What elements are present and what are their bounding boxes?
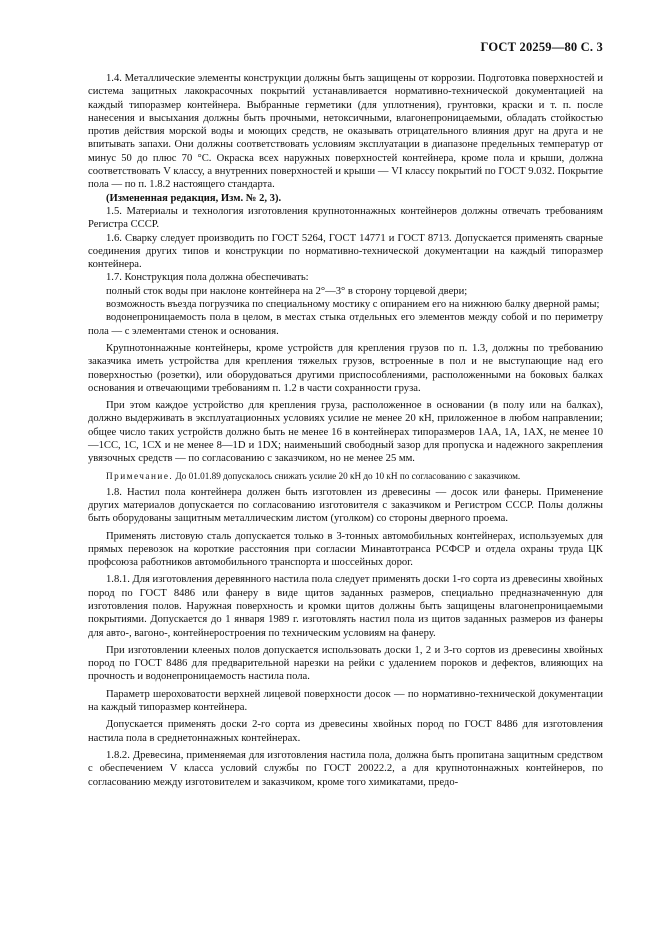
floor-requirement-waterproof: водонепроницаемость пола в целом, в местах стыка отдельных его элементов между собой и по периметру пола — с элементами стенок и основания. — [88, 312, 603, 337]
paragraph-1-5: 1.5. Материалы и технология изготовления крупнотоннажных контейнеров должны отвечать требованиям Регистра СССР. — [88, 205, 603, 231]
floor-requirement-loader: возможность въезда погрузчика по специальному мостику с опиранием его на нижнюю балку дверной рамы; — [106, 299, 600, 311]
paragraph-1-8: 1.8. Настил пола контейнера должен быть изготовлен из древесины — досок или фанеры. Применение других материалов допускается по согласованию изготовителя с заказчиком и Регистром СССР. Полы должны быть оборудованы защитным металлическим листом (уголком) со стороны дверного проема. — [88, 486, 603, 525]
paragraph-1-4: 1.4. Металлические элементы конструкции должны быть защищены от коррозии. Подготовка поверхностей и система защитных лакокрасочных покрытий устанавливается нормативно-технической документацией на каждый типоразмер контейнера. Выбранные герметики (для уплотнения), грунтовки, краски и т. п. после нанесения и высыхания должны быть прочными, нетоксичными, влагонепроницаемыми, обладать стойкостью против действия морской воды и моющих средств, не оказывать отрицательного влияния друг на друга и не впитывать запахи. Они должны соответствовать условиям эксплуатации в диапазоне предельных температур от минус 50 до плюс 70 °С. Окраска всех наружных поверхностей контейнера, кроме пола и крыши, должна соответствовать V классу, а внутренних поверхностей и крыши — VI классу покрытий по ГОСТ 9.032. Покрытие пола — по п. 1.8.2 настоящего стандарта. — [88, 73, 603, 191]
paragraph-1-6: 1.6. Сварку следует производить по ГОСТ 5264, ГОСТ 14771 и ГОСТ 8713. Допускается применять сварные соединения других типов и конструкции по нормативно-технической документации на каждый типоразмер контейнера. — [88, 232, 603, 271]
paragraph-1-8-2: 1.8.2. Древесина, применяемая для изготовления настила пола, должна быть пропитана защитным средством с обеспечением V класса условий службы по ГОСТ 20022.2, а для крупнотоннажных контейнеров, по согласованию между изготовителем и заказчиком, кроме того химикатами, предо- — [88, 749, 603, 788]
cargo-fastening-paragraph: Крупнотоннажные контейнеры, кроме устройств для крепления грузов по п. 1.3, должны по требованию заказчика иметь устройства для крепления тяжелых грузов, встроенные в пол и не выступающие над его поверхностью (розетки), или оборудоваться другими приспособлениями, расположенными на боковых балках основания и отвечающими требованиям п. 1.2 в части сохранности груза. — [88, 342, 603, 394]
floor-requirement-drainage: полный сток воды при наклоне контейнера на 2°—3° в сторону торцевой двери; — [106, 285, 468, 297]
document-body — [88, 72, 603, 789]
fastening-load-paragraph: При этом каждое устройство для крепления груза, расположенное в основании (в полу или на балках), должно выдерживать в эксплуатационных условиях усилие не менее 20 кН, приложенное в любом направлении; общее число таких устройств должно быть не менее 16 в контейнерах типоразмеров 1АА, 1А, 1АХ, не менее 10—1СС, 1С, 1СХ и не менее 8—1D и 1DX; наименьший свободный зазор для пропуска и надежного закрепления увязочных средств — по согласованию с заказчиком, но не менее 25 мм. — [88, 400, 603, 465]
grade-two-paragraph: Допускается применять доски 2-го сорта из древесины хвойных пород по ГОСТ 8486 для изготовления настила пола в среднетоннажных контейнерах. — [88, 719, 603, 744]
footnote — [88, 470, 603, 482]
paragraph-1-7: 1.7. Конструкция пола должна обеспечивать: — [106, 272, 309, 284]
roughness-paragraph: Параметр шероховатости верхней лицевой поверхности досок — по нормативно-технической документации на каждый типоразмер контейнера. — [88, 688, 603, 714]
footnote-label: Примечание. — [106, 470, 174, 481]
amendment-note: (Измененная редакция, Изм. № 2, 3). — [106, 192, 282, 204]
page-header: ГОСТ 20259—80 С. 3 — [480, 40, 603, 54]
paragraph-1-8-1: 1.8.1. Для изготовления деревянного настила пола следует применять доски 1-го сорта из древесины хвойных пород по ГОСТ 8486 или фанеру в виде щитов заданных размеров, специально предназначенную для изготовления полов. Наружная поверхность и кромки щитов должны быть защищены влагонепроницаемыми покрытиями. Допускается до 1 января 1989 г. изготовлять настил пола из щитов заданных размеров из фанеры для авто-, вагоно-, контейнеростроения по техническим условиям на фанеру. — [88, 574, 603, 639]
glued-floor-paragraph: При изготовлении клееных полов допускается использовать доски 1, 2 и 3-го сортов из древесины хвойных пород по ГОСТ 8486 для предварительной нарезки на рейки с удалением пороков и дефектов, влияющих на прочность и водонепроницаемость настила пола. — [88, 644, 603, 683]
steel-sheet-paragraph: Применять листовую сталь допускается только в 3-тонных автомобильных контейнерах, используемых для прямых перевозок на короткие расстояния при согласии Минавтотранса РСФСР и отдела охраны труда ЦК профсоюза работников автомобильного транспорта и шоссейных дорог. — [88, 530, 603, 569]
footnote-text: До 01.01.89 допускалось снижать усилие 20 кН до 10 кН по согласованию с заказчиком. — [173, 470, 521, 481]
